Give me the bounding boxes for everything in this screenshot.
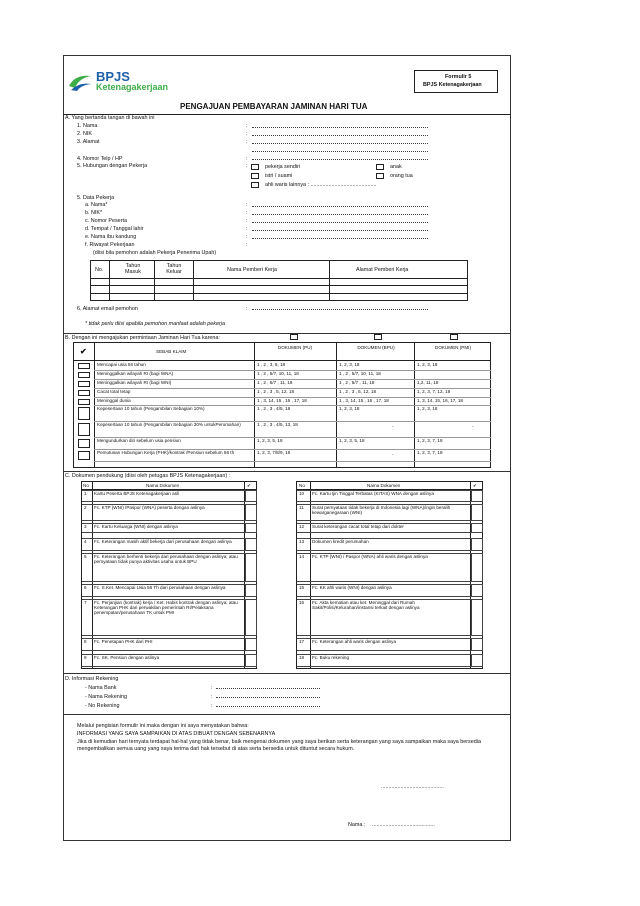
doc-row-checkbox[interactable] [471,553,483,582]
signature-date-dots: .......................................... [381,784,444,790]
account-name-input[interactable] [216,693,320,698]
data-label-nama: a. Nama* [85,202,108,208]
claim-row-reason: Meninggalkan wilayah RI (bagi WNA) [97,371,174,376]
riwayat-col-keluar: Tahun Keluar [166,263,182,276]
doc-row-name: Fc. Akta kematian atau ket. Meninggal dari Rumah Sakit/Polisi/Kelurahan/instansi terkait dengan aslinya [312,600,420,611]
claim-row-reason: Mencapai usia 56 tahun [97,362,146,367]
colon: : [246,123,248,129]
colon: : [211,685,213,691]
doc-row-checkbox[interactable] [245,638,257,651]
claim-row-checkbox[interactable] [78,390,90,396]
statement-declaration: INFORMASI YANG SAYA SAMPAIKAN DI ATAS DIBUAT DENGAN SEBENARNYA [77,731,276,737]
doc-left-col-check: ✔ [247,483,251,488]
section-a-note: * tidak perlu diisi apabila pemohon manfaat adalah pekerja [85,321,225,327]
form-org: BPJS Ketenagakerjaan [423,82,482,88]
doc-row-number: 14 [299,554,305,559]
data-label-ibu: e. Nama ibu kandung [85,234,137,240]
riwayat-note: (diisi bila pemohon adalah Pekerja Penerima Upah) [93,250,217,256]
claim-row-bpu: 1 , 3, 14, 15 , 16 , 17, 18 [339,398,389,403]
doc-row-name: Fc. KTP (WNI) / Paspor (WNA) ahli waris dengan aslinya [312,554,428,559]
claim-row-checkbox[interactable] [78,407,90,420]
doc-row-number: 5 [84,554,87,559]
account-number-input[interactable] [216,702,320,707]
doc-row-checkbox[interactable] [245,490,257,502]
type-checkbox-pu[interactable] [290,334,298,340]
doc-row-number: 3 [84,524,87,529]
doc-row-number: 10 [299,491,305,496]
type-checkbox-pmi[interactable] [450,334,458,340]
doc-row-checkbox[interactable] [245,654,257,667]
colon: : [246,210,248,216]
colon: : [246,131,248,137]
doc-row-checkbox[interactable] [245,504,257,521]
doc-right-col-no: No [299,483,305,488]
relation-label-suami: istri / suami [265,173,293,179]
doc-row-number: 12 [299,524,305,529]
colon: : [246,202,248,208]
claim-row-bpu: 1, 2, 3, 18 [339,362,360,367]
doc-row-name: Fc. Keterangan berhenti bekerja dari perusahaan dengan aslinya; atau pernyataan tidak punya aktivitas usaha untuk BPU [94,554,238,565]
doc-row-name: Fc. Keterangan ahli waris dengan aslinya [312,639,397,644]
claim-row-pu: 1, 2, 3, 7/8/9, 18 [257,450,291,455]
claim-row-pmi: 1, 2, 3, 7, 12, 18 [417,389,451,394]
claim-row-reason: Meninggalkan wilayah RI (bagi WNI) [97,380,172,385]
form-number: Formulir 5 [445,74,472,80]
data-label-riwayat: f. Riwayat Pekerjaan [85,242,135,248]
claim-row-reason: Kepesertaan 10 tahun (Pengambilan Sebagian 30% untukPerumahan) [97,422,241,427]
doc-row-name: Fc. KTP (WNI) /Paspor (WNA) peserta dengan aslinya [94,505,205,510]
claim-row-reason: Cacat total tetap [97,389,131,394]
data-label-nik: b. NIK* [85,210,103,216]
claim-row-bpu: 1 , 2 , 5/7 , 11, 18 [339,380,375,385]
field-label-nama: 1. Nama [77,123,98,129]
doc-row-name: Fc. SK. Pensiun dengan aslinya [94,655,160,660]
claim-row-checkbox[interactable] [78,423,90,436]
doc-row-name: Fc. Buku rekening [312,655,350,660]
doc-row-name: Fc. Perjanjian (kontrak) kerja / Ket. Habis kontrak dengan aslinya; atau Keterangan PHK dari perwakilan pemerintah RI/Pelaksana penempatan/perusahaan TK untuk PMI [94,600,238,616]
data-label-peserta: c. Nomor Peserta [85,218,127,224]
claim-table [73,342,491,468]
claim-row-pu: 1 , 2 , 3 , 4/5, 13, 18 [257,422,298,427]
claim-row-pu: 1 , 2 , 3 , 5, 12, 18 [257,389,295,394]
colon: : [246,242,248,248]
doc-row-checkbox[interactable] [245,553,257,582]
doc-row-checkbox[interactable] [471,490,483,502]
section-a-heading: A. Yang bertanda tangan di bawah ini [65,115,155,121]
doc-row-number: 11 [299,505,304,510]
claim-row-pmi: 1, 3, 14, 15, 16, 17, 18 [417,398,463,403]
email-input[interactable] [252,305,428,310]
claim-row-divider [94,461,491,462]
claim-row-pmi: 1,2, 11, 18 [417,380,439,385]
nik-input[interactable] [252,131,428,136]
relation-label-pekerja: pekerja sendiri [265,164,301,170]
doc-row-number: 2 [84,505,87,510]
claim-col-bpu: DOKUMEN (BPU) [357,345,395,350]
data-label-ttl: d. Tempat / Tanggal lahir [85,226,144,232]
colon: : [246,163,248,169]
nama-input[interactable] [252,123,428,128]
field-label-hubungan: 5. Hubungan dengan Pekerja [77,163,148,169]
claim-row-bpu: 1, 2, 3, 18 [339,406,360,411]
riwayat-table [90,260,468,301]
relation-checkbox-ortu[interactable] [376,173,384,179]
riwayat-col-pemberi: Nama Pemberi Kerja [227,267,278,273]
claim-row-pu: 1 , 3, 14, 15 , 16 , 17, 18 [257,398,307,403]
doc-row-checkbox[interactable] [245,538,257,551]
statement-consequence: Jika di kemudian hari ternyata terdapat hal-hal yang tidak benar, baik mengenai dokumen yang saya berikan serta keterangan yang saya sampaikan maka saya bersedia mengembalikan semua uang yang saya terima dari hak tersebut di atas serta bersedia untuk dituntut secara hukum. [77,739,481,753]
section-b-heading: B. Dengan ini mengajukan permintaan Jaminan Hari Tua karena: [65,335,220,341]
pekerja-ttl-input[interactable] [252,226,428,231]
doc-row-number: 6 [84,585,87,590]
claim-row-pu: 1, 2, 3, 5, 18 [257,438,283,443]
colon: : [211,694,213,700]
email-label: 6. Alamat email pemohon [77,306,138,312]
claim-row-pmi: 1, 2, 3, 7, 18 [417,450,443,455]
colon: : [246,306,248,312]
claim-row-reason: Kepesertaan 10 tahun (Pengambilan Sebagian 10%) [97,406,205,411]
doc-row-name: Fc. Kartu Keluarga (WNI) dengan aslinya [94,524,178,529]
claim-row-pu: 1 , 2 , 5/7 , 11, 18 [257,380,293,385]
doc-row-name: Surat pernyataan tidak bekerja di Indonesia lagi (WNA)/ingin beralih kewarganegaraan (WNI) [312,505,451,516]
claim-row-pmi: 1, 2, 3, 18 [417,362,438,367]
claim-row-pmi: 1, 2, 3, 7, 18 [417,438,443,443]
relation-checkbox-pekerja[interactable] [251,164,259,170]
claim-row-pmi: 1, 2, 3, 18 [417,406,438,411]
doc-row-number: 15 [299,585,305,590]
signature-name-label: Nama : [348,822,366,828]
doc-row-name: Dokumen kredit perumahan [312,539,369,544]
claim-row-checkbox[interactable] [78,381,90,387]
claim-row-bpu: - [392,452,394,457]
doc-table-left [81,481,257,669]
riwayat-col-masuk: Tahun Masuk [125,263,141,276]
pekerja-ibu-input[interactable] [252,234,428,239]
doc-row-checkbox[interactable] [471,538,483,551]
relation-label-lainnya: ahli waris lainnya : ............................................ [265,182,377,188]
doc-row-number: 13 [299,539,305,544]
relation-checkbox-suami[interactable] [251,173,259,179]
section-c-divider [63,471,511,472]
claim-row-pu: 1 , 2 , 3 , 4/5, 18 [257,406,291,411]
logo-primary: BPJS [96,69,130,84]
claim-row-bpu: 1 , 2 , 3 , 5, 12, 18 [339,389,377,394]
logo-secondary: Ketenagakerjaan [96,82,169,92]
claim-row-checkbox[interactable] [78,372,90,378]
relation-label-anak: anak [390,164,402,170]
account-number-label: - No Rekening [85,703,120,709]
doc-row-checkbox[interactable] [471,584,483,597]
doc-row-number: 17 [299,639,305,644]
field-label-alamat: 3. Alamat [77,139,100,145]
claim-row-pu: 1 , 2 , 5/7, 10, 11, 18 [257,371,299,376]
doc-left-col-no: No [83,483,89,488]
doc-row-name: Kartu Peserta BPJS Ketenagakerjaan asli [94,491,180,496]
doc-row-checkbox[interactable] [471,599,483,636]
colon: : [246,139,248,145]
doc-row-name: Fc. KK ahli waris (WNI) dengan aslinya [312,585,392,590]
doc-row-checkbox[interactable] [471,523,483,533]
alamat-input[interactable] [252,139,428,144]
relation-label-ortu: orang tua [390,173,413,179]
doc-row-number: 16 [299,600,305,605]
colon: : [246,218,248,224]
alamat-input-line2[interactable] [252,147,428,152]
pekerja-nama-input[interactable] [252,202,428,207]
statement-divider [63,714,511,715]
claim-check-header: ✔ [80,347,87,356]
type-checkbox-bpu[interactable] [374,334,382,340]
doc-right-col-check: ✔ [473,483,477,488]
riwayat-col-no: No. [95,267,104,273]
bank-name-input[interactable] [216,684,320,689]
doc-row-name: Fc. S.Ket. Mencapai Usia 56 Th dari perusahaan dengan aslinya [94,585,226,590]
riwayat-col-alamat: Alamat Pemberi Kerja [356,267,409,273]
doc-row-checkbox[interactable] [471,638,483,651]
claim-row-reason: Meninggal dunia [97,398,131,403]
relation-checkbox-anak[interactable] [376,164,384,170]
colon: : [246,234,248,240]
telp-input[interactable] [252,155,428,160]
account-name-label: - Nama Rekening [85,694,127,700]
claim-row-checkbox[interactable] [78,363,90,369]
colon: : [211,703,213,709]
bank-name-label: - Nama Bank [85,685,117,691]
doc-row-name: Fc. Penetapan PHK dari PHI [94,639,153,644]
doc-row-checkbox[interactable] [471,504,483,521]
claim-row-bpu: 1 , 2 , 5/7, 10, 11, 18 [339,371,381,376]
doc-row-name: Surat keterangan cacat total tetap dari dokter [312,524,404,529]
claim-col-pmi: DOKUMEN (PMI) [435,345,471,350]
doc-row-checkbox[interactable] [245,599,257,636]
doc-row-checkbox[interactable] [245,523,257,533]
page-title: PENGAJUAN PEMBAYARAN JAMINAN HARI TUA [180,102,368,111]
claim-row-pmi: - [472,424,474,429]
statement-intro: Melalui pengisian formulir ini maka dengan ini saya menyatakan bahwa: [77,723,249,729]
field-label-telp: 4. Nomor Telp / HP [77,156,123,162]
relation-checkbox-lainnya[interactable] [251,182,259,188]
claim-row-checkbox[interactable] [78,451,90,460]
section-d-divider [63,673,511,674]
doc-left-col-name: Nama Dokumen [146,483,180,488]
doc-row-checkbox[interactable] [245,584,257,597]
claim-row-checkbox[interactable] [78,399,90,405]
section-b-divider [63,333,511,334]
doc-row-name: Fc. Keterangan masih aktif bekerja dari perusahaan dengan aslinya [94,539,232,544]
doc-row-number: 18 [299,655,305,660]
section-d-heading: D. Informasi Rekening [65,676,119,682]
data-pekerja-heading: 5. Data Pekerja [77,195,115,201]
pekerja-peserta-input[interactable] [252,218,428,223]
doc-table-right [296,481,483,669]
section-c-heading: C. Dokumen pendukung (diisi oleh petugas BPJS Ketenagakerjaan) : [65,473,231,479]
doc-row-name: Fc. Kartu Ijin Tinggal Terbatas (KITAS) WNA dengan aslinya [312,491,434,496]
claim-row-reason: Mengundurkan diri sebelum usia pensiun [97,438,181,443]
bpjs-logo-mark [67,72,93,92]
claim-row-bpu: 1, 2, 3, 5, 18 [339,438,365,443]
bpjs-logo [67,70,217,94]
doc-row-number: 4 [84,539,87,544]
field-label-nik: 2. NIK [77,131,92,137]
doc-row-checkbox[interactable] [471,654,483,667]
claim-row-reason: Pemutusan Hubungan Kerja (PHK)/kontrak /Pensiun sebelum 56 th [97,450,235,455]
pekerja-nik-input[interactable] [252,210,428,215]
form-id-box [414,70,498,93]
claim-col-reason: SEBAB KLAIM [156,349,187,354]
doc-row-number: 9 [84,655,87,660]
claim-col-pu: DOKUMEN (PU) [277,345,313,350]
claim-row-bpu: - [392,424,394,429]
colon: : [246,226,248,232]
doc-row-number: 1 [84,491,87,496]
colon: : [246,156,248,162]
signature-name-dots: .......................................... [372,822,435,828]
doc-row-number: 7 [84,600,87,605]
doc-right-col-name: Nama Dokumen [367,483,401,488]
claim-row-checkbox[interactable] [78,439,90,448]
claim-row-pu: 1 , 2 , 3, 6, 18 [257,362,286,367]
doc-row-number: 8 [84,639,87,644]
